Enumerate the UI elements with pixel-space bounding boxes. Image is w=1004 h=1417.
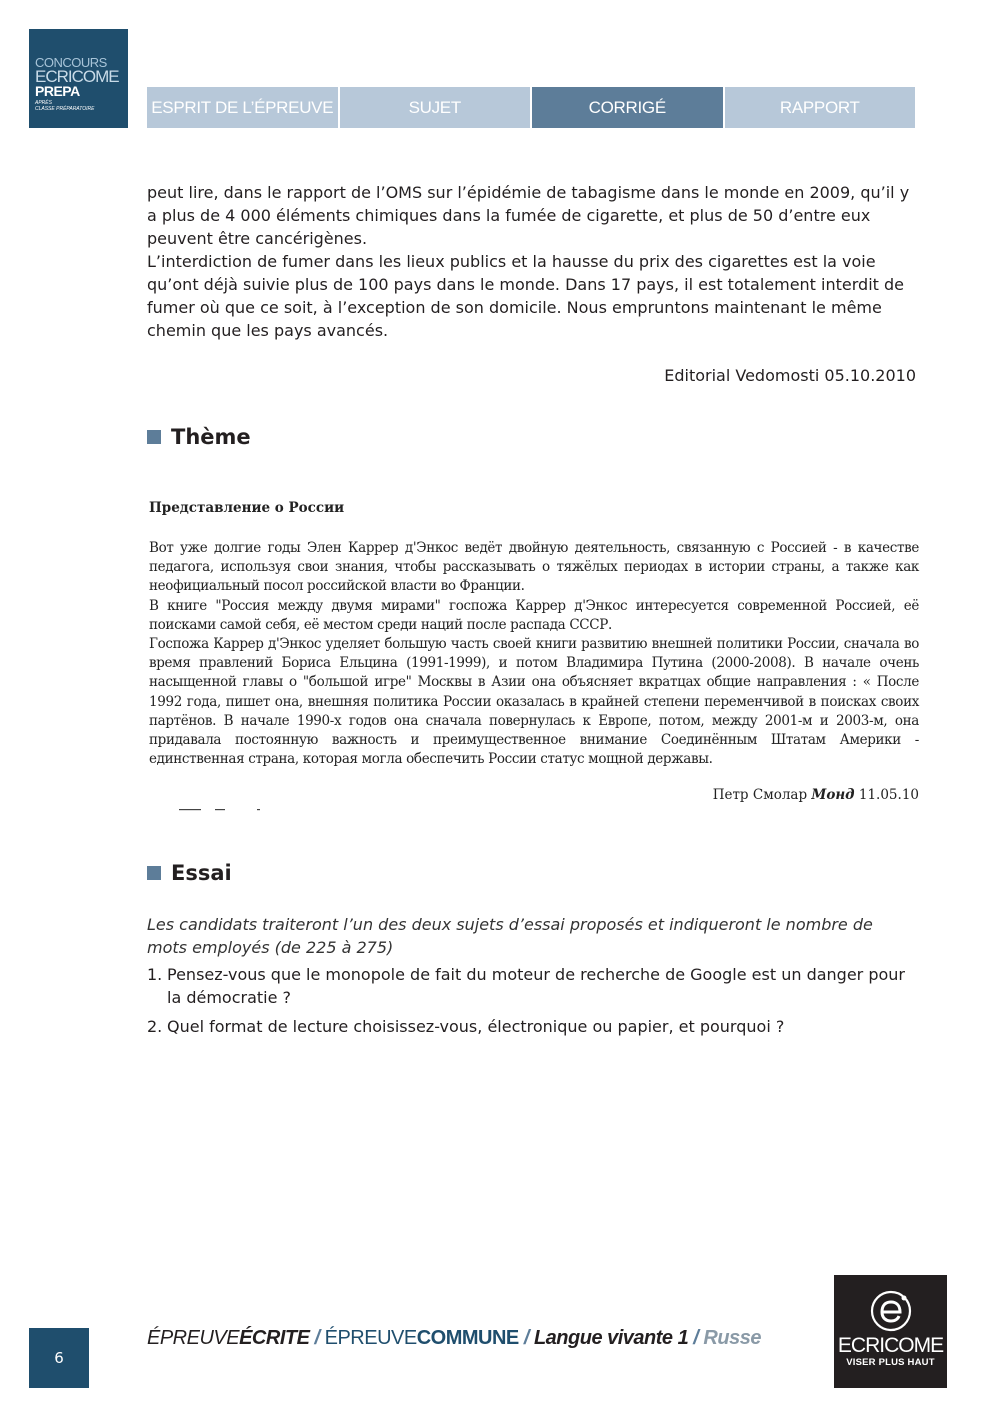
footer-breadcrumb: ÉPREUVEÉCRITE / ÉPREUVECOMMUNE / Langue vivante 1 / Russe bbox=[147, 1327, 761, 1349]
essai-list bbox=[147, 963, 917, 1044]
logo-line-concours: CONCOURS bbox=[35, 55, 107, 70]
essai-instruction: Les candidats traiteront l’un des deux sujets d’essai proposés et indiqueront le nombre de mots employés (de 225 à 275) bbox=[147, 915, 873, 957]
tab-sujet[interactable]: SUJET bbox=[340, 87, 531, 128]
section-nav bbox=[147, 87, 915, 128]
brand-tagline: VISER PLUS HAUT bbox=[846, 1357, 935, 1368]
tab-rapport[interactable]: RAPPORT bbox=[725, 87, 916, 128]
essai-heading: Essai bbox=[147, 861, 232, 885]
article-source: Editorial Vedomosti 05.10.2010 bbox=[664, 366, 916, 385]
logo-line-apres: APRÈS CLASSE PRÉPARATOIRE bbox=[35, 100, 95, 112]
russian-text-body bbox=[149, 539, 919, 769]
list-item: 2. Quel format de lecture choisissez-vous, électronique ou papier, et pourquoi ? bbox=[147, 1017, 785, 1036]
logo-line-ecricome: ECRICOME bbox=[35, 67, 119, 86]
scan-artifact bbox=[179, 806, 261, 812]
brand-name: ECRICOME bbox=[837, 1334, 944, 1357]
page-number: 6 bbox=[29, 1328, 89, 1388]
russian-text-source: Петр Смолар Монд 11.05.10 bbox=[712, 787, 919, 803]
article-paragraph-2: L’interdiction de fumer dans les lieux publics et la hausse du prix des cigarettes est la voie qu’ont déjà suivie plus de 100 pays dans le monde. Dans 17 pays, il est totalement interdit de fumer où que ce soit, à l’exception de son domicile. Nous empruntons maintenant le même chemin que les pays avancés. bbox=[147, 252, 904, 340]
ecricome-logo bbox=[834, 1275, 947, 1388]
e-circle-logo-icon bbox=[869, 1289, 913, 1333]
list-item: 1. Pensez-vous que le monopole de fait du moteur de recherche de Google est un danger pour la démocratie ? bbox=[147, 965, 905, 1007]
russian-paragraph-1: Вот уже долгие годы Элен Каррер д'Энкос ведёт двойную деятельность, связанную с Россией - в качестве педагога, используя свои знания, чтобы рассказывать о тяжёлых периодах в истории страны, а также как неофициальный посол российской власти во Франции. bbox=[149, 540, 919, 595]
theme-heading: Thème bbox=[147, 425, 251, 449]
concours-logo bbox=[29, 29, 128, 128]
russian-text-title: Представление о России bbox=[149, 500, 345, 516]
bullet-square-icon bbox=[147, 430, 161, 444]
bullet-square-icon bbox=[147, 866, 161, 880]
tab-corrige[interactable]: CORRIGÉ bbox=[532, 87, 723, 128]
russian-paragraph-3: Госпожа Каррер д'Энкос уделяет большую часть своей книги развитию внешней политики России, сначала во время правлений Бориса Ельцина (1991-1999), и потом Владимира Путина (2000-2008). В начале очень насыщенной главы о "большой игре" Москвы в Азии она объясняет вкратцах общие направления : « После 1992 года, пишет она, внешняя политика России оказалась в крайней степени переменчивой в поисках своих партёнов. В начале 1990-х годов она сначала повернулась к Европе, потом, между 2001-м и 2003-м, она придавала постоянную важность и преимущественное внимание Соединённым Штатам Америки - единственная страна, которая могла обеспечить России статус мощной державы. bbox=[149, 636, 919, 768]
russian-paragraph-2: В книге "Россия между двумя мирами" госпожа Каррер д'Энкос интересуется современной Россией, её поисками самой себя, её местом среди наций после распада СССР. bbox=[149, 597, 919, 633]
article-paragraph-1: peut lire, dans le rapport de l’OMS sur l’épidémie de tabagisme dans le monde en 2009, qu’il y a plus de 4 000 éléments chimiques dans la fumée de cigarette, et plus de 50 d’entre eux peuvent être cancérigènes. bbox=[147, 183, 910, 248]
tab-esprit[interactable]: ESPRIT DE L’ÉPREUVE bbox=[147, 87, 338, 128]
logo-line-prepa: PREPA bbox=[35, 83, 80, 99]
